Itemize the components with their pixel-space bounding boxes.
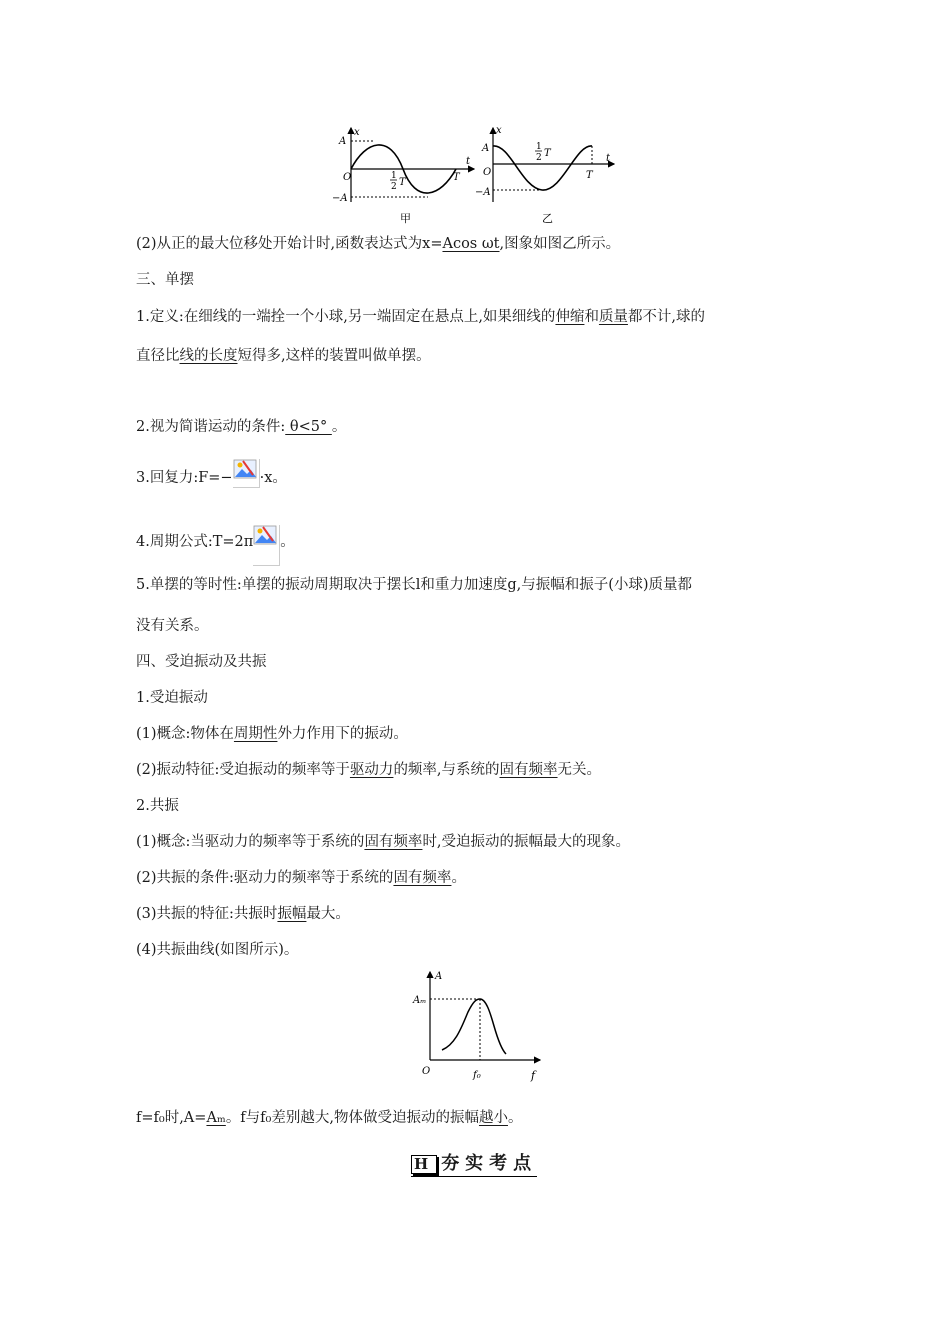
text-line-18: (4)共振曲线(如图所示)。 — [136, 942, 299, 958]
left-axis-x-label: x — [354, 127, 360, 138]
right-axis-t-label: t — [606, 153, 611, 164]
heading-pendulum: 三、单摆 — [136, 272, 194, 288]
text-line-16: (2)共振的条件:驱动力的频率等于系统的固有频率。 — [136, 870, 466, 886]
right-half-T: T — [544, 148, 551, 159]
left-half-num: 1 — [391, 171, 397, 181]
text-line-7: 4.周期公式:T=2π 。 — [136, 525, 295, 566]
text-line-14: 2.共振 — [136, 798, 179, 814]
text-line-3: 1.定义:在细线的一端拴一个小球,另一端固定在悬点上,如果细线的伸缩和质量都不计,球的 — [136, 309, 706, 325]
resonance-label-O: O — [422, 1066, 431, 1077]
right-axis-x-label: x — [496, 125, 502, 136]
text-line-19: f=f₀时,A=Aₘ。f与f₀差别越大,物体做受迫振动的振幅越小。 — [136, 1110, 523, 1126]
shm-graph-left — [332, 127, 474, 225]
resonance-label-Am: Aₘ — [413, 995, 427, 1006]
text-line-13: (2)振动特征:受迫振动的频率等于驱动力的频率,与系统的固有频率无关。 — [136, 762, 602, 778]
left-axis-t-label: t — [466, 156, 471, 167]
text-line-1: (2)从正的最大位移处开始计时,函数表达式为x=Acos ωt,图象如图乙所示。 — [136, 236, 621, 252]
text-line-4: 直径比线的长度短得多,这样的装置叫做单摆。 — [136, 348, 431, 364]
text-line-5: 2.视为简谐运动的条件: θ<5° 。 — [136, 419, 347, 435]
resonance-axis-A-label: A — [435, 971, 443, 982]
heading-forced-vibration: 四、受迫振动及共振 — [136, 654, 267, 670]
left-label-T: T — [453, 172, 460, 183]
text-line-6: 3.回复力:F=− ·x。 — [136, 459, 287, 488]
resonance-curve-figure — [410, 968, 546, 1084]
right-half-num: 1 — [536, 142, 542, 152]
text-line-8: 5.单摆的等时性:单摆的振动周期取决于摆长l和重力加速度g,与振幅和振子(小球)质量都 — [136, 577, 693, 593]
right-label-negA: −A — [475, 187, 491, 198]
text-line-12: (1)概念:物体在周期性外力作用下的振动。 — [136, 726, 408, 742]
shm-graph-right — [475, 125, 614, 225]
left-label-A: A — [339, 136, 347, 147]
text-line-17: (3)共振的特征:共振时振幅最大。 — [136, 906, 350, 922]
broken-image-icon — [253, 525, 280, 566]
section-heading — [411, 1149, 537, 1177]
right-label-T: T — [586, 170, 593, 181]
right-label-A: A — [482, 143, 490, 154]
resonance-label-f0: f₀ — [473, 1070, 481, 1081]
left-half-den: 2 — [391, 182, 397, 192]
right-half-den: 2 — [536, 153, 542, 163]
resonance-axis-f-label: f — [531, 1069, 536, 1082]
shm-figure — [330, 122, 630, 226]
section-title-text: 夯实考点 — [441, 1153, 538, 1174]
text-line-15: (1)概念:当驱动力的频率等于系统的固有频率时,受迫振动的振幅最大的现象。 — [136, 834, 631, 850]
left-caption: 甲 — [400, 212, 411, 225]
broken-image-icon — [233, 459, 260, 488]
right-label-O: O — [483, 167, 492, 178]
text-line-11: 1.受迫振动 — [136, 690, 208, 706]
section-box-letter: H — [411, 1155, 437, 1174]
right-caption: 乙 — [542, 212, 553, 225]
left-half-T: T — [399, 177, 406, 188]
text-line-9: 没有关系。 — [136, 618, 209, 634]
left-label-O: O — [343, 172, 352, 183]
left-label-negA: −A — [332, 193, 348, 204]
